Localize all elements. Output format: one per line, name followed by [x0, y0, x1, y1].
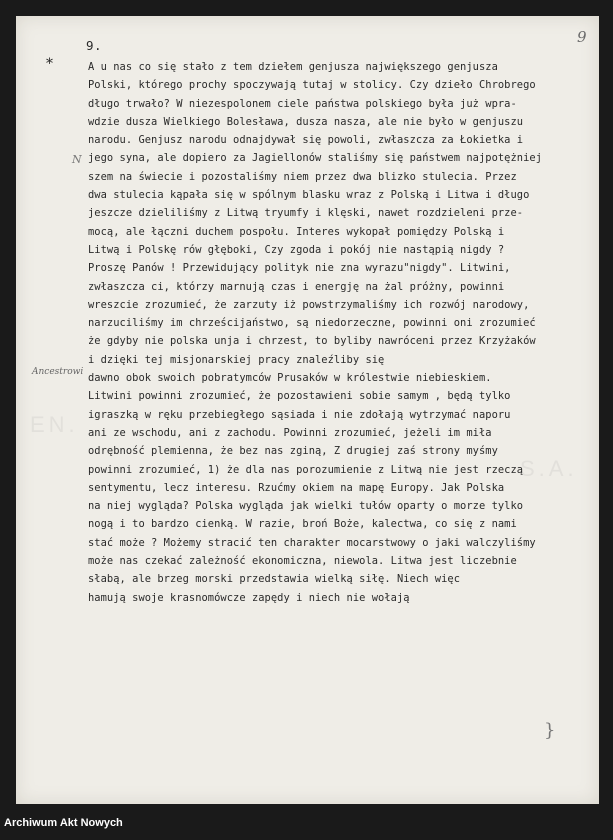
text-line: powinni zrozumieć, 1) że dla nas porozumienie z Litwą nie jest rzeczą — [88, 463, 524, 476]
text-line: wdzie dusza Wielkiego Bolesława, dusza nasza, ale nie było w genjuszu — [88, 115, 524, 128]
text-line: że gdyby nie polska unja i chrzest, to byliby nawróceni przez Krzyżaków — [88, 335, 536, 348]
text-line: narodu. Genjusz narodu odnajdywał się powoli, zwłaszcza za Łokietka i — [88, 134, 524, 147]
watermark-right: S.A. — [520, 456, 578, 481]
margin-note-2: N — [72, 153, 82, 166]
margin-note-3: Ancestrowi — [32, 367, 84, 377]
text-line: i dzięki tej misjonarskiej pracy znaleźliby się — [88, 353, 385, 366]
text-line: hamują swoje krasnomówcze zapędy i niech nie wołają — [88, 591, 410, 604]
typescript-body — [88, 58, 592, 607]
text-line: jeszcze dzieliliśmy z Litwą tryumfy i klęski, nawet rozdzieleni prze- — [88, 207, 524, 220]
text-line: A u nas co się stało z tem dziełem genjusza największego genjusza — [88, 61, 498, 73]
text-line: mocą, ale łączni duchem pospołu. Interes wykopał pomiędzy Polską i — [88, 225, 505, 238]
watermark-left: EN. — [30, 412, 79, 437]
text-line: szem na świecie i pozostaliśmy niem przez dwa blizko stulecia. Przez — [88, 170, 517, 183]
text-line: igraszką w ręku przebiegłego sąsiada i nie zdołają wytrzymać naporu — [88, 408, 511, 421]
text-line: odrębność plemienna, że bez nas zginą, Z drugiej zaś strony myśmy — [88, 445, 498, 458]
archive-footer-label: Archiwum Akt Nowych — [4, 817, 123, 829]
text-line: Polski, którego prochy spoczywają tutaj w stolicy. Czy dzieło Chrobrego — [88, 79, 536, 92]
text-line: Litwini powinni zrozumieć, że pozostawieni sobie samym , będą tylko — [88, 390, 511, 403]
text-line: sentymentu, lecz interesu. Rzućmy okiem na mapę Europy. Jak Polska — [88, 481, 505, 494]
corner-handwritten-mark: 9 — [577, 28, 587, 46]
text-line: słabą, ale brzeg morski przedstawia wielką siłę. Niech więc — [88, 573, 461, 586]
text-line: może nas czekać zależność ekonomiczna, niewola. Litwa jest liczebnie — [88, 555, 517, 568]
text-line: dawno obok swoich pobratymców Prusaków w królestwie niebieskiem. — [88, 372, 492, 385]
text-line: długo trwało? W niezespolonem ciele państwa polskiego była już wpra- — [88, 97, 517, 110]
text-line: jego syna, ale dopiero za Jagiellonów staliśmy się państwem najpotężniej — [88, 152, 543, 165]
text-line: narzuciliśmy im chrześcijaństwo, są niedorzeczne, powinni oni zrozumieć — [88, 317, 536, 330]
margin-note-1: * — [46, 56, 53, 72]
text-line: Proszę Panów ! Przewidujący polityk nie zna wyrazu"nigdy". Litwini, — [88, 262, 511, 275]
text-line: wreszcie zrozumieć, że zarzuty iż powstrzymaliśmy ich rozwój narodowy, — [88, 298, 530, 311]
text-line: na niej wygląda? Polska wygląda jak wielki tułów oparty o morze tylko — [88, 500, 524, 513]
text-line: dwa stulecia kąpała się w spólnym blasku wraz z Polską i Litwa i długo — [88, 189, 530, 202]
text-line: stać może ? Możemy stracić ten charakter mocarstwowy o jaki walczyliśmy — [88, 536, 536, 549]
text-line: Litwą i Polskę rów głęboki, Czy zgoda i pokój nie nastąpią nigdy ? — [88, 243, 505, 256]
page-number: 9. — [86, 38, 103, 53]
text-line: zwłaszcza ci, którzy marnują czas i energję na żal próżny, powinni — [88, 280, 505, 293]
text-line: ani ze wschodu, ani z zachodu. Powinni zrozumieć, jeżeli im miła — [88, 426, 492, 439]
handwritten-bracket: } — [544, 720, 556, 741]
text-line: nogą i to bardzo cienką. W razie, broń Boże, kalectwa, co się z nami — [88, 518, 517, 531]
